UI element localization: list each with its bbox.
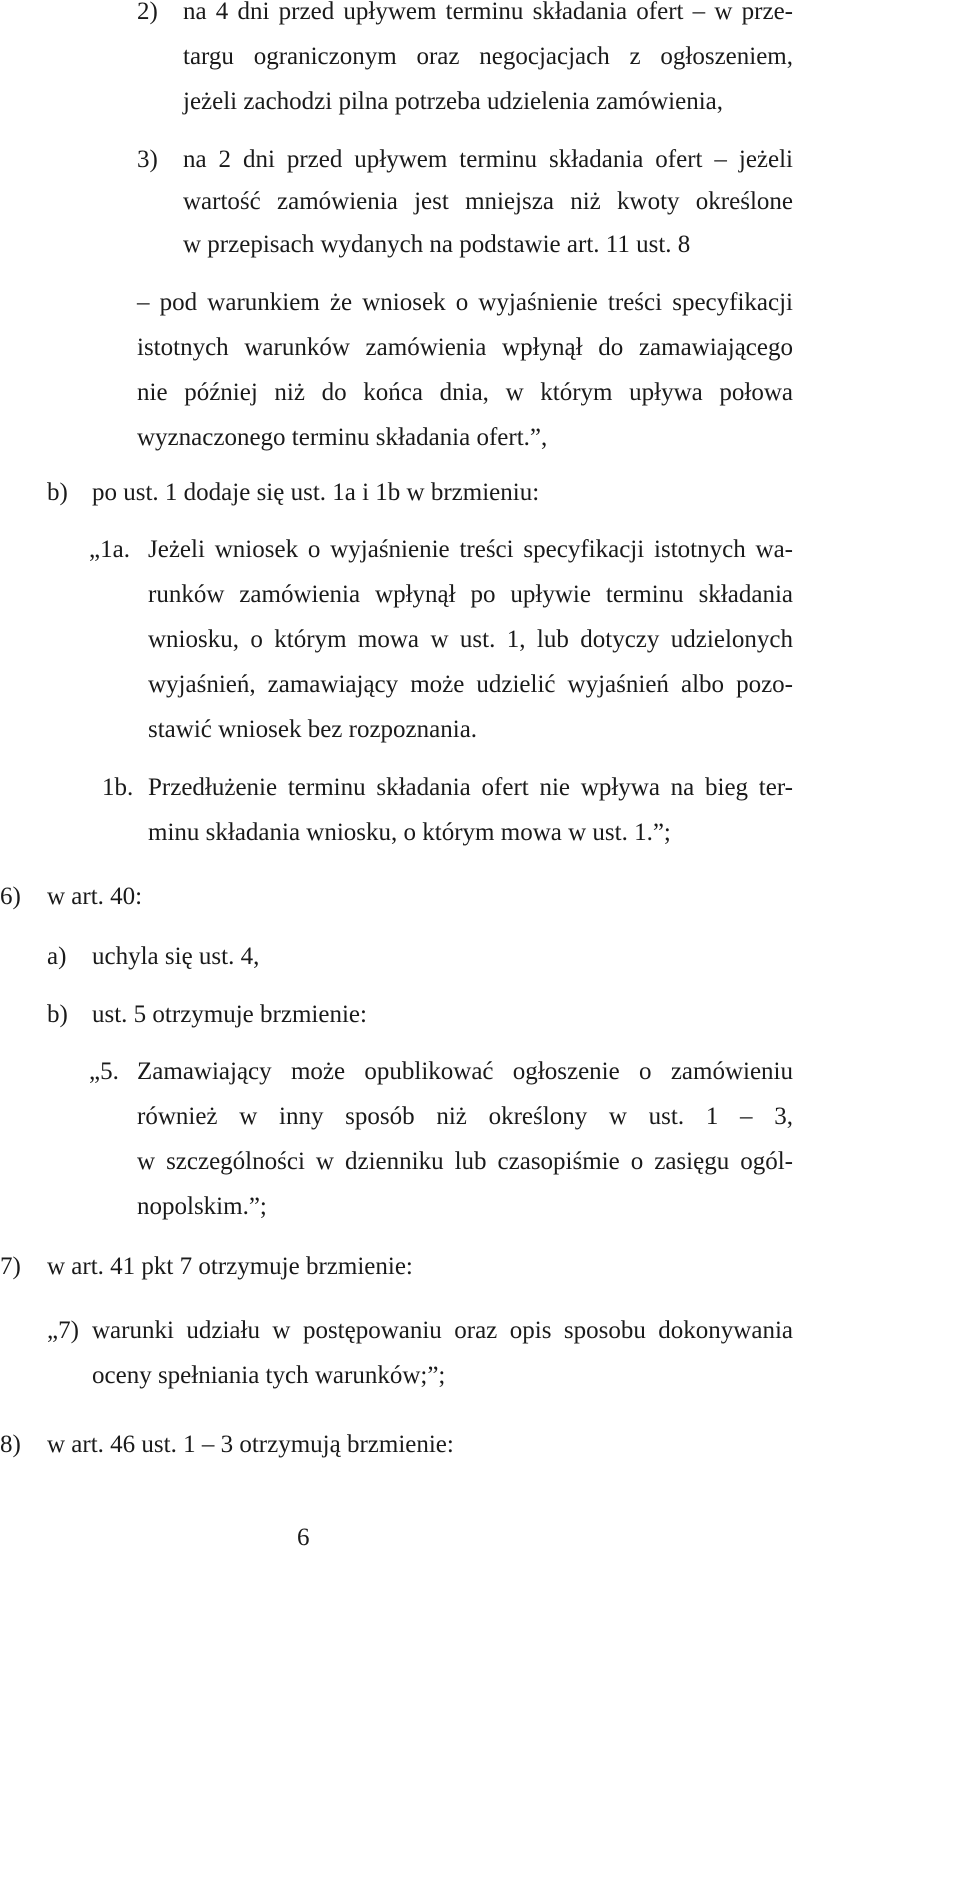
text-line: na 4 dni przed upływem terminu składania ofert – w prze- (183, 0, 793, 25)
item-number: 8) (0, 1431, 21, 1458)
text-line: nie później niż do końca dnia, w którym upływa połowa (137, 379, 793, 406)
text-line: Przedłużenie terminu składania ofert nie wpływa na bieg ter- (148, 774, 793, 801)
item-label: b) (47, 479, 68, 506)
item-label: b) (47, 1001, 68, 1028)
text-line: uchyla się ust. 4, (92, 943, 260, 970)
text-line: na 2 dni przed upływem terminu składania ofert – jeżeli (183, 146, 793, 173)
item-number: 3) (137, 146, 158, 173)
text-line: nopolskim.”; (137, 1193, 267, 1220)
text-line: w art. 40: (47, 883, 143, 910)
text-line: w art. 46 ust. 1 – 3 otrzymują brzmienie: (47, 1431, 454, 1458)
paragraph-number: „1a. (89, 536, 130, 563)
text-line: wniosku, o którym mowa w ust. 1, lub dotyczy udzielonych (148, 626, 793, 653)
text-line: stawić wniosek bez rozpoznania. (148, 716, 478, 743)
text-line: ust. 5 otrzymuje brzmienie: (92, 1001, 367, 1028)
text-line: minu składania wniosku, o którym mowa w ust. 1.”; (148, 819, 671, 846)
text-line: jeżeli zachodzi pilna potrzeba udzielenia zamówienia, (183, 88, 724, 115)
text-line: Jeżeli wniosek o wyjaśnienie treści specyfikacji istotnych wa- (148, 536, 793, 563)
text-line: w art. 41 pkt 7 otrzymuje brzmienie: (47, 1253, 413, 1280)
page-number: 6 (297, 1524, 310, 1551)
item-number: 2) (137, 0, 158, 25)
text-line: istotnych warunków zamówienia wpłynął do zamawiającego (137, 334, 793, 361)
paragraph-number: „5. (89, 1058, 119, 1085)
paragraph-number: „7) (47, 1317, 79, 1344)
text-line: wyjaśnień, zamawiający może udzielić wyjaśnień albo pozo- (148, 671, 793, 698)
text-line: warunki udziału w postępowaniu oraz opis sposobu dokonywania (92, 1317, 793, 1344)
text-line: oceny spełniania tych warunków;”; (92, 1362, 446, 1389)
text-line: Zamawiający może opublikować ogłoszenie o zamówieniu (137, 1058, 793, 1085)
text-line: – pod warunkiem że wniosek o wyjaśnienie treści specyfikacji (137, 289, 793, 316)
text-line: w szczególności w dzienniku lub czasopiśmie o zasięgu ogól- (137, 1148, 793, 1175)
text-line: po ust. 1 dodaje się ust. 1a i 1b w brzmieniu: (92, 479, 540, 506)
text-line: wyznaczonego terminu składania ofert.”, (137, 424, 548, 451)
text-line: wartość zamówienia jest mniejsza niż kwoty określone (183, 188, 793, 215)
text-line: targu ograniczonym oraz negocjacjach z ogłoszeniem, (183, 43, 793, 70)
text-line: runków zamówienia wpłynął po upływie terminu składania (148, 581, 793, 608)
text-line: również w inny sposób niż określony w ust. 1 – 3, (137, 1103, 793, 1130)
item-number: 7) (0, 1253, 21, 1280)
item-label: a) (47, 943, 67, 970)
text-line: w przepisach wydanych na podstawie art. 11 ust. 8 (183, 231, 691, 258)
item-number: 6) (0, 883, 21, 910)
paragraph-number: 1b. (102, 774, 134, 801)
